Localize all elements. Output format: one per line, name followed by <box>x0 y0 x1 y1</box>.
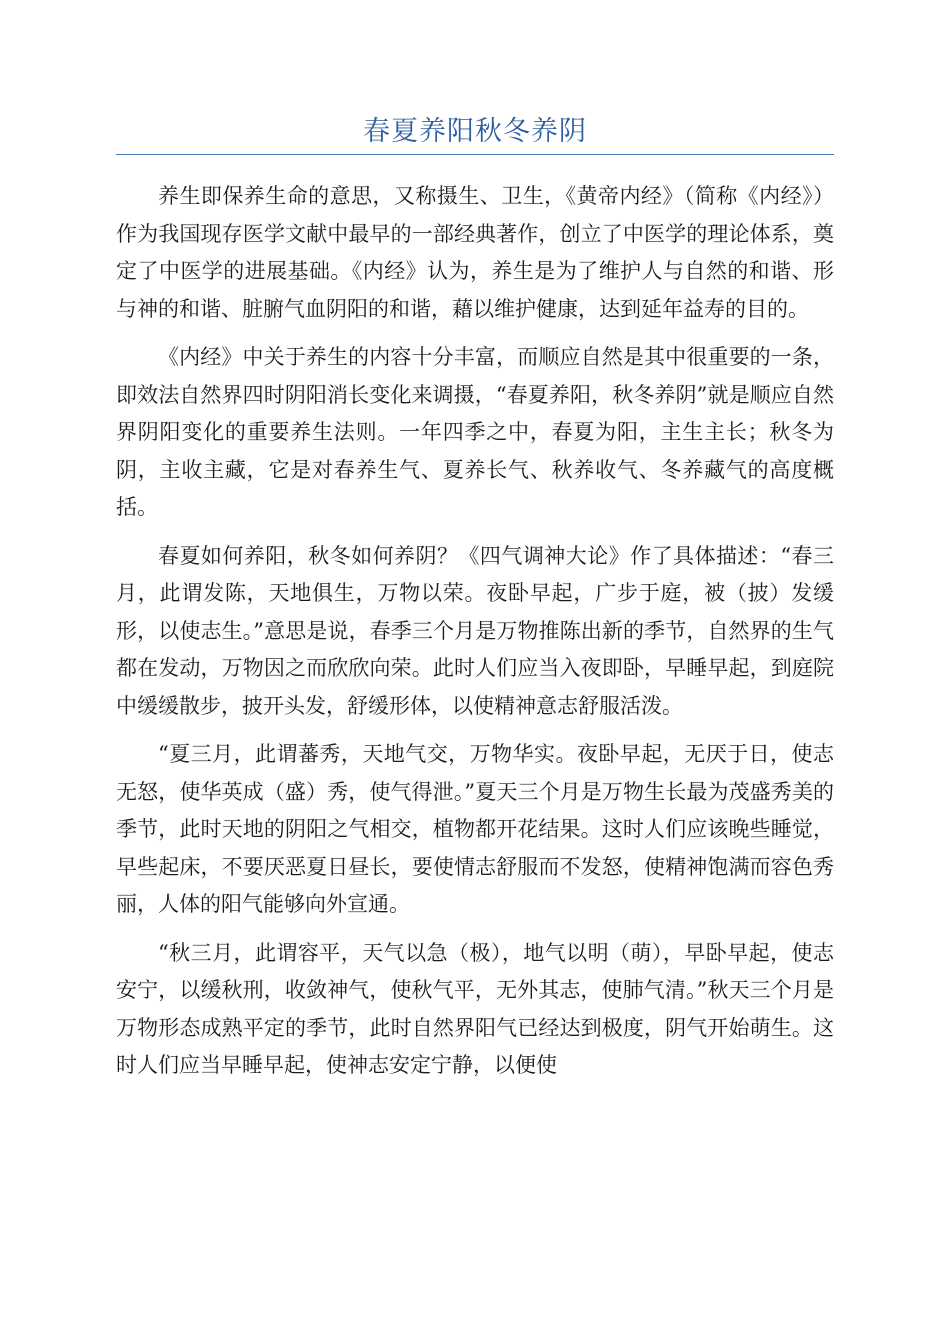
paragraph-1: 养生即保养生命的意思，又称摄生、卫生，《黄帝内经》（简称《内经》）作为我国现存医学文献中最早的一部经典著作，创立了中医学的理论体系，奠定了中医学的进展基础。《内经》认为，养生是为了维护人与自然的和谐、形与神的和谐、脏腑气血阴阳的和谐，藉以维护健康，达到延年益寿的目的。 <box>116 184 834 321</box>
paragraph-2: 《内经》中关于养生的内容十分丰富，而顺应自然是其中很重要的一条，即效法自然界四时阴阳消长变化来调摄，“春夏养阳，秋冬养阴”就是顺应自然界阴阳变化的重要养生法则。一年四季之中，春夏为阳，主生主长；秋冬为阴，主收主藏，它是对春养生气、夏养长气、秋养收气、冬养藏气的高度概括。 <box>116 345 834 519</box>
paragraph-3: 春夏如何养阳，秋冬如何养阴？《四气调神大论》作了具体描述：“春三月，此谓发陈，天地俱生，万物以荣。夜卧早起，广步于庭，被（披）发缓形，以使志生。”意思是说，春季三个月是万物推陈出新的季节，自然界的生气都在发动，万物因之而欣欣向荣。此时人们应当入夜即卧，早睡早起，到庭院中缓缓散步，披开头发，舒缓形体，以使精神意志舒服活泼。 <box>116 543 834 718</box>
title-underline <box>116 154 834 155</box>
document-body <box>116 178 834 1096</box>
document-title: 春夏养阳秋冬养阴 <box>363 116 587 147</box>
paragraph-4: “夏三月，此谓蕃秀，天地气交，万物华实。夜卧早起，无厌于日，使志无怒，使华英成（盛）秀，使气得泄。”夏天三个月是万物生长最为茂盛秀美的季节，此时天地的阴阳之气相交，植物都开花结果。这时人们应该晚些睡觉，早些起床，不要厌恶夏日昼长，要使情志舒服而不发怒，使精神饱满而容色秀丽，人体的阳气能够向外宣通。 <box>116 742 834 916</box>
paragraph-5: “秋三月，此谓容平，天气以急（极），地气以明（萌），早卧早起，使志安宁，以缓秋刑，收敛神气，使秋气平，无外其志，使肺气清。”秋天三个月是万物形态成熟平定的季节，此时自然界阳气已经达到极度，阴气开始萌生。这时人们应当早睡早起，使神志安定宁静，以便使 <box>116 940 834 1077</box>
